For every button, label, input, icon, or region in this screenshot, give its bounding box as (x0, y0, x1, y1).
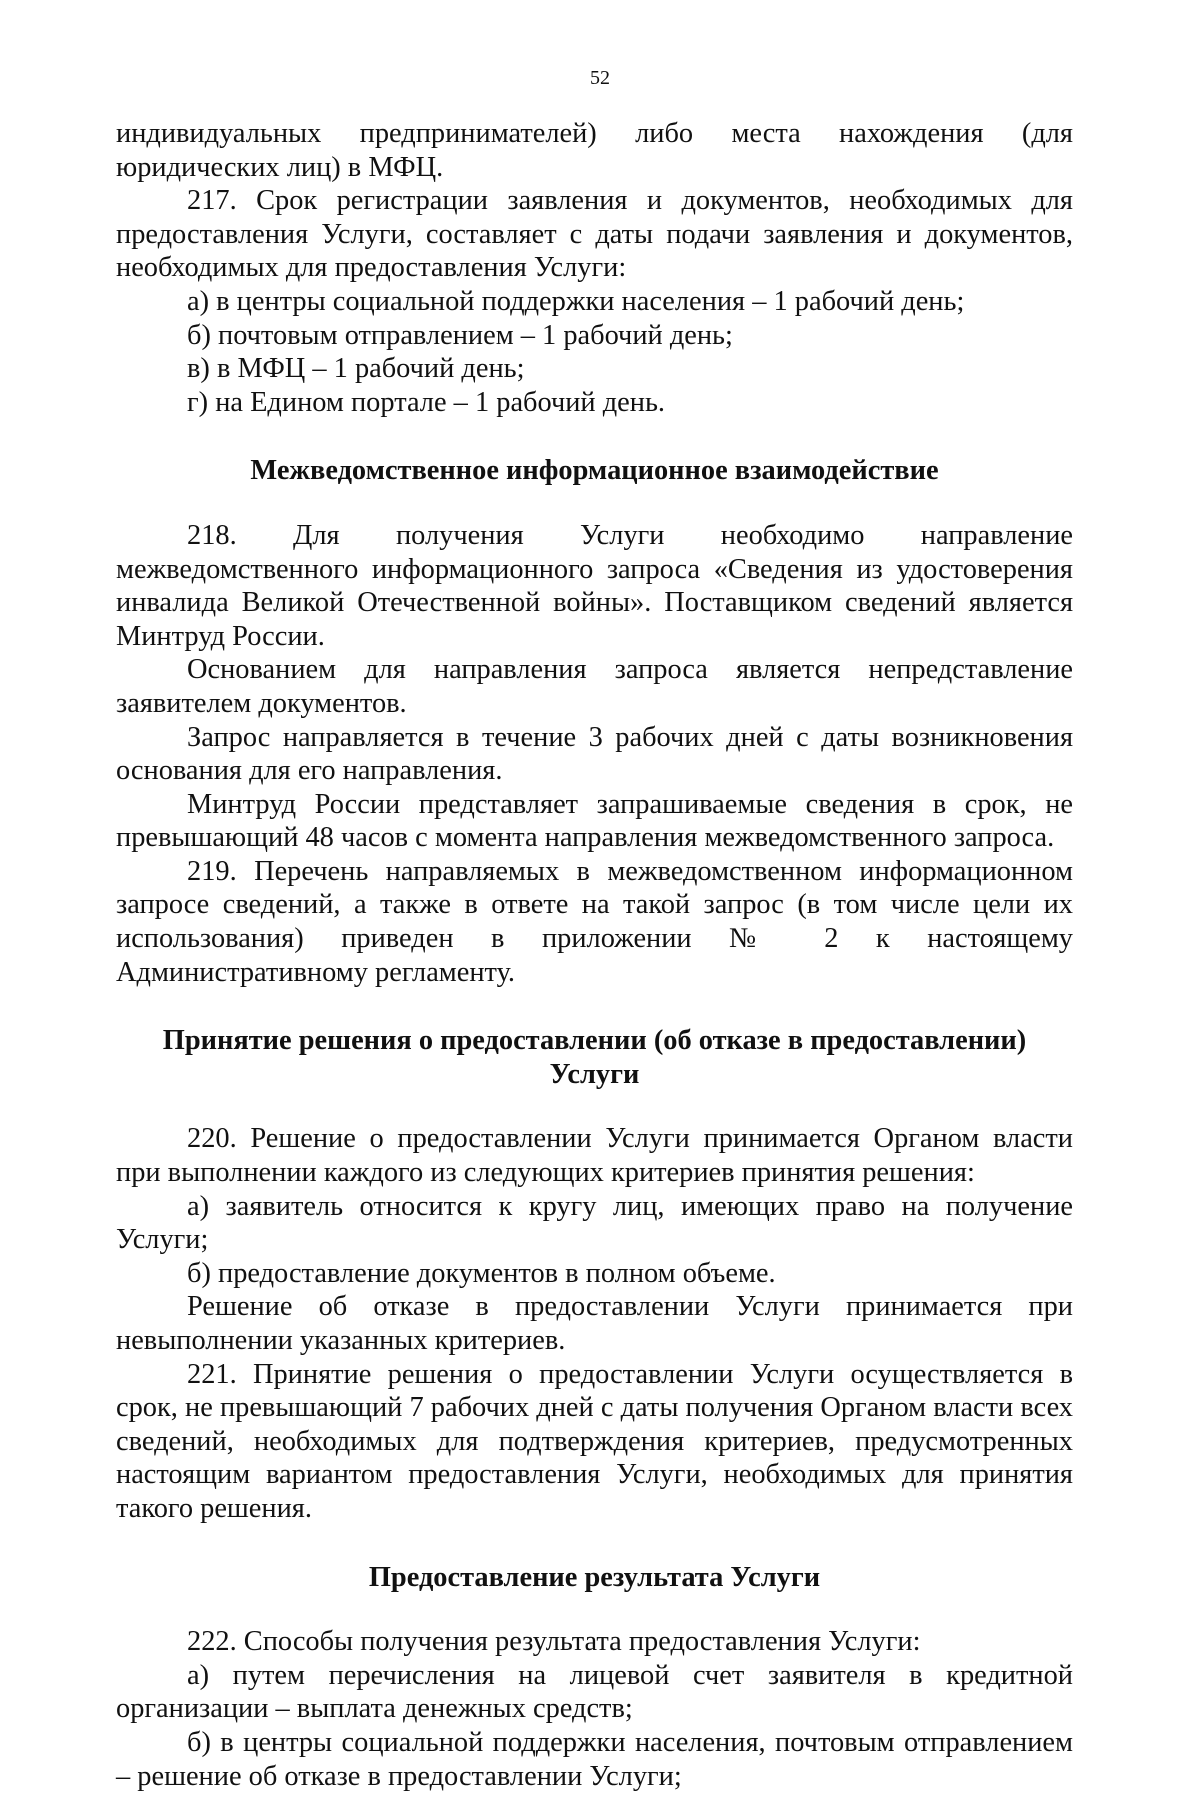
paragraph-218-response: Минтруд России представляет запрашиваемые сведения в срок, не превышающий 48 часов с момента направления межведомственного запроса. (116, 788, 1073, 854)
list-item-220-a: а) заявитель относится к кругу лиц, имеющих право на получение Услуги; (116, 1190, 1073, 1256)
list-item-222-a: а) путем перечисления на лицевой счет заявителя в кредитной организации – выплата денежных средств; (116, 1659, 1073, 1725)
paragraph-continuation: индивидуальных предпринимателей) либо места нахождения (для юридических лиц) в МФЦ. (116, 118, 1073, 183)
paragraph-218-basis: Основанием для направления запроса является непредставление заявителем документов. (116, 654, 1073, 719)
paragraph-221: 221. Принятие решения о предоставлении Услуги осуществляется в срок, не превышающий 7 рабочих дней с даты получения Органом власти всех сведений, необходимых для подтверждения критериев, предусмотренных настоящим вариантом предоставления Услуги, необходимых для принятия такого решения. (116, 1358, 1073, 1524)
document-body (116, 117, 1073, 1793)
paragraph-218: 218. Для получения Услуги необходимо направление межведомственного информационного запроса «Сведения из удостоверения инвалида Великой Отечественной войны». Поставщиком сведений является Минтруд России. (116, 519, 1073, 652)
paragraph-220: 220. Решение о предоставлении Услуги принимается Органом власти при выполнении каждого из следующих критериев принятия решения: (116, 1123, 1073, 1189)
list-item-220-b: б) предоставление документов в полном объеме. (187, 1257, 776, 1289)
list-item-217-c: в) в МФЦ – 1 рабочий день; (187, 353, 525, 385)
list-item-217-a: а) в центры социальной поддержки населения – 1 рабочий день; (187, 285, 965, 317)
list-item-217-b: б) почтовым отправлением – 1 рабочий день; (187, 319, 733, 351)
paragraph-217: 217. Срок регистрации заявления и документов, необходимых для предоставления Услуги, составляет с даты подачи заявления и документов, необходимых для предоставления Услуги: (116, 185, 1073, 284)
list-item-217-d: г) на Едином портале – 1 рабочий день. (187, 386, 665, 418)
paragraph-220-refusal: Решение об отказе в предоставлении Услуги принимается при невыполнении указанных критериев. (116, 1291, 1073, 1356)
paragraph-218-timing: Запрос направляется в течение 3 рабочих дней с даты возникновения основания для его направления. (116, 721, 1073, 787)
list-item-222-b: б) в центры социальной поддержки населения, почтовым отправлением – решение об отказе в предоставлении Услуги; (116, 1726, 1073, 1792)
section-heading-interagency: Межведомственное информационное взаимодействие (250, 455, 939, 487)
section-heading-decision: Принятие решения о предоставлении (об отказе в предоставлении) Услуги (162, 1025, 1027, 1090)
section-heading-result: Предоставление результата Услуги (368, 1561, 821, 1593)
page-number: 52 (590, 67, 610, 89)
paragraph-219: 219. Перечень направляемых в межведомственном информационном запросе сведений, а также в ответе на такой запрос (в том числе цели их использования) приведен в приложении № 2 к настоящему Административному регламенту. (116, 855, 1073, 988)
paragraph-222: 222. Способы получения результата предоставления Услуги: (187, 1626, 921, 1658)
